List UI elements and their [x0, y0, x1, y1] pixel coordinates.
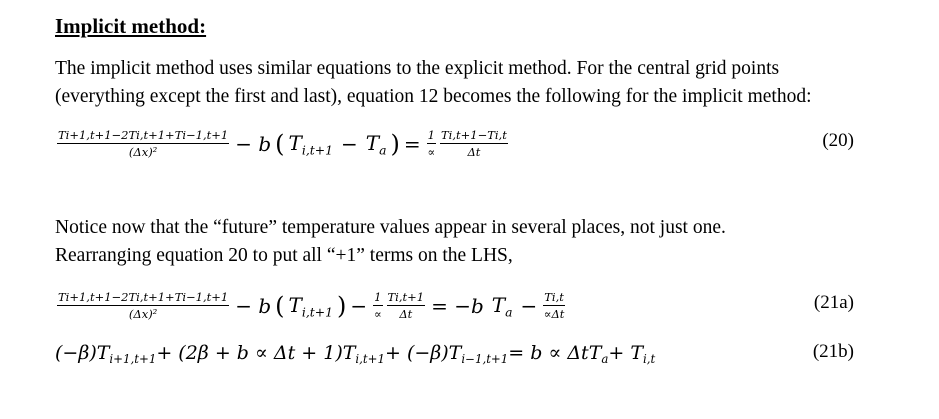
- eq21a-fraction-alpha-denominator: ∝: [373, 307, 382, 321]
- eq21a-fraction-alpha: [373, 291, 382, 321]
- eq20-fraction-time-numerator: Ti,t+1−Ti,t: [441, 128, 507, 142]
- eq21b-term-4: = b ∝ ΔtT$_a$: [508, 341, 609, 367]
- equation-21b-number: (21b): [812, 341, 854, 362]
- eq20-equals: =: [403, 132, 421, 156]
- eq21a-fraction-numerator: Ti+1,t+1−2Ti,t+1+Ti−1,t+1: [58, 290, 229, 304]
- equation-20: [55, 121, 510, 167]
- eq21a-temperature: $T_{i,t+1}$: [288, 292, 334, 320]
- eq21a-fraction-current-numerator: Ti,t: [544, 290, 564, 304]
- equation-21a: [55, 283, 567, 329]
- eq21a-paren-open: (: [275, 292, 285, 320]
- eq21a-fraction-alpha-numerator: 1: [374, 290, 382, 304]
- eq21b-term-1: $(-\beta)T_{i+1,t+1}$: [55, 341, 157, 367]
- eq20-paren-close: ): [390, 130, 400, 158]
- eq20-fraction-alpha-denominator: ∝: [427, 145, 436, 159]
- eq20-fraction-denominator: (Δx)²: [128, 145, 158, 159]
- eq21a-minus: −: [350, 294, 368, 318]
- eq20-fraction-alpha: [427, 129, 436, 159]
- eq21a-equals-minus-b: = −b: [431, 294, 484, 318]
- eq20-paren-open: (: [275, 130, 285, 158]
- paragraph-notice: [55, 214, 726, 270]
- eq21b-term-5: + $T_{i,t}$: [608, 341, 656, 367]
- paragraph-notice-line-2: Rearranging equation 20 to put all “+1” terms on the LHS,: [55, 245, 513, 266]
- eq21a-fraction-time-denominator: Δt: [399, 307, 413, 321]
- eq20-fraction-time-denominator: Δt: [467, 145, 481, 159]
- eq21a-minus-b: − b: [235, 294, 272, 318]
- eq20-fraction-alpha-numerator: 1: [427, 128, 435, 142]
- eq20-fraction-laplacian: [57, 129, 229, 159]
- eq21a-fraction-current: [543, 291, 565, 321]
- equation-20-number: (20): [822, 130, 854, 151]
- eq21a-fraction-time-numerator: Ti,t+1: [387, 290, 425, 304]
- paragraph-intro: [55, 55, 812, 111]
- eq21a-fraction-laplacian: [57, 291, 229, 321]
- eq21b-term-2: + $(2\beta + b \propto \Delta t + 1)T_{i,t+1}$: [156, 341, 385, 367]
- eq21a-fraction-denominator: (Δx)²: [128, 307, 158, 321]
- eq21a-fraction-current-denominator: ∝Δt: [543, 307, 565, 321]
- eq20-temperature: $T_{i,t+1}$: [288, 130, 334, 158]
- paragraph-intro-line-2: (everything except the first and last), equation 12 becomes the following for the implicit method:: [55, 86, 812, 107]
- eq20-minus-b: − b: [235, 132, 272, 156]
- eq20-fraction-numerator: Ti+1,t+1−2Ti,t+1+Ti−1,t+1: [58, 128, 229, 142]
- eq21a-paren-close: ): [337, 292, 347, 320]
- eq21b-term-3: + $(-\beta)T_{i-1,t+1}$: [384, 341, 509, 367]
- section-heading: Implicit method:: [55, 14, 207, 38]
- eq21a-ambient-temperature: $T_a$: [491, 292, 513, 320]
- eq21a-fraction-time: [387, 291, 426, 321]
- eq21a-minus-2: −: [520, 294, 538, 318]
- paragraph-intro-line-1: The implicit method uses similar equations to the explicit method. For the central grid points: [55, 58, 780, 79]
- eq20-ambient-temperature: $T_a$: [365, 130, 387, 158]
- eq20-minus: −: [341, 132, 358, 156]
- equation-21b: [55, 331, 655, 377]
- paragraph-notice-line-1: Notice now that the “future” temperature values appear in several places, not just one.: [55, 217, 726, 238]
- equation-21a-number: (21a): [813, 292, 854, 313]
- eq20-fraction-time: [440, 129, 508, 159]
